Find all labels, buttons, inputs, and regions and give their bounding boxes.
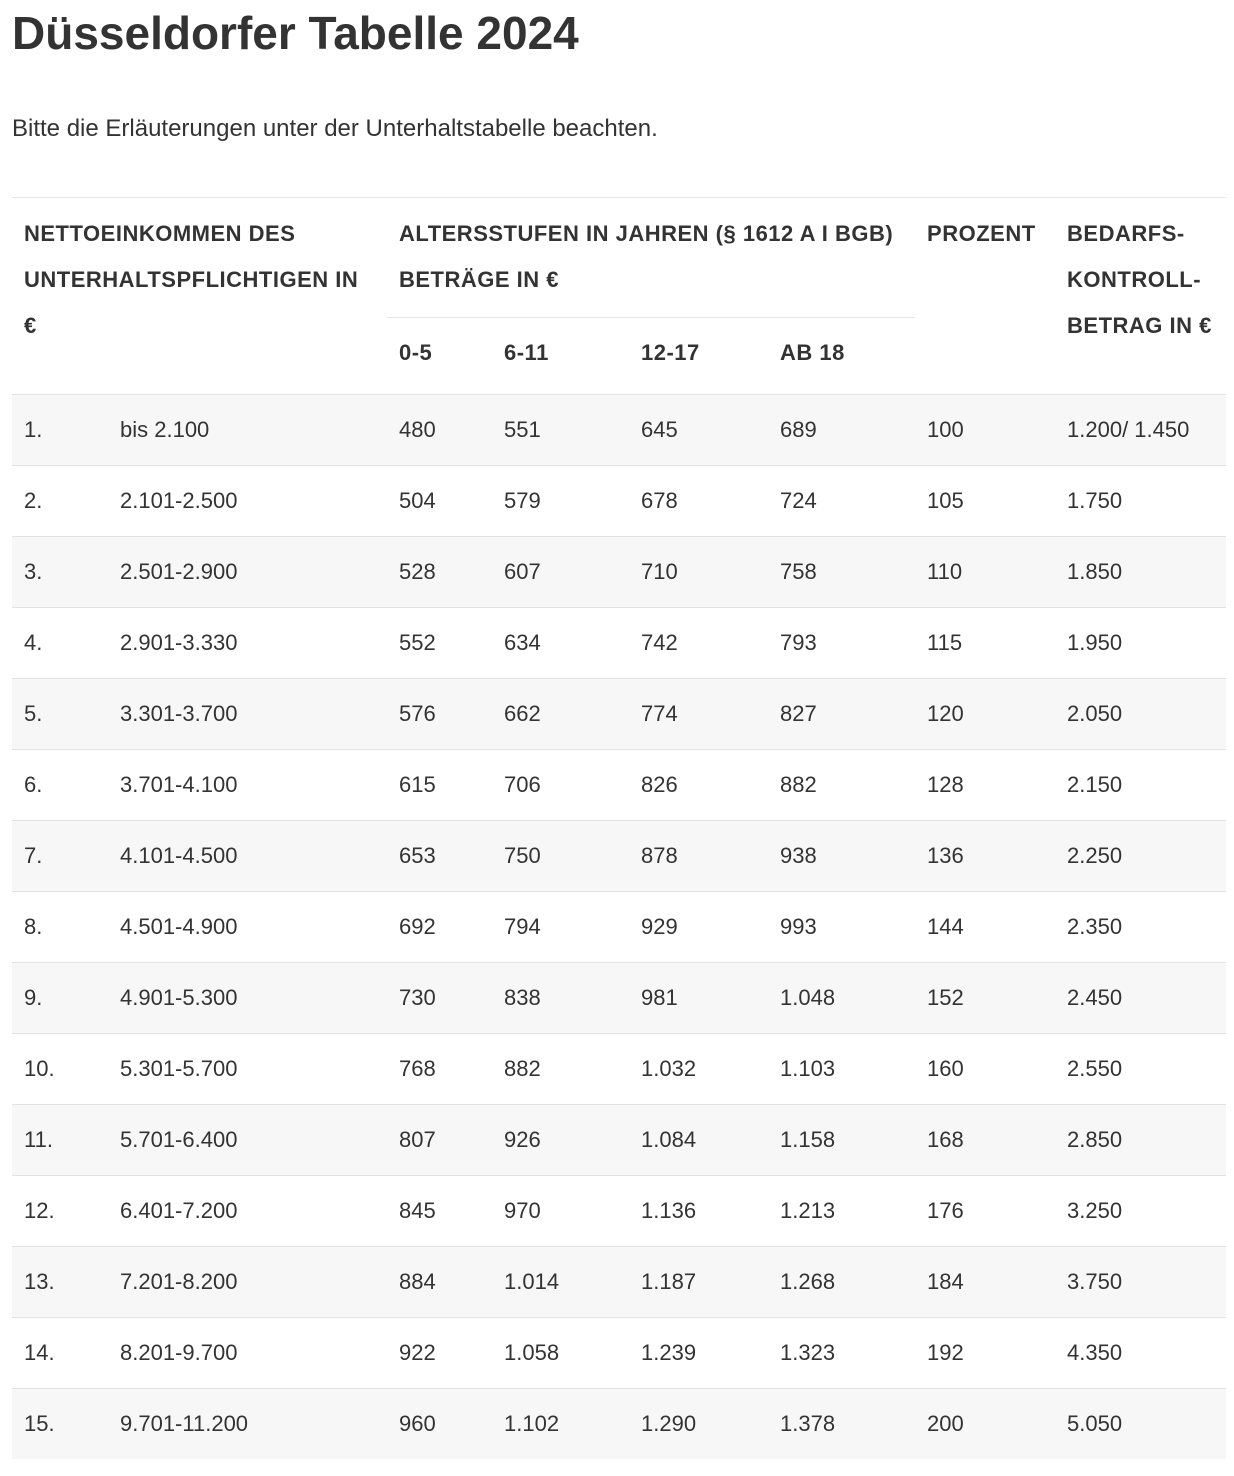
cell-amount-12-17: 1.187 xyxy=(629,1247,768,1318)
cell-income: 6.401-7.200 xyxy=(108,1176,387,1247)
cell-amount-0-5: 845 xyxy=(387,1176,492,1247)
cell-income: 8.201-9.700 xyxy=(108,1318,387,1389)
cell-amount-12-17: 1.084 xyxy=(629,1105,768,1176)
cell-income: 2.901-3.330 xyxy=(108,608,387,679)
cell-control-amount: 1.750 xyxy=(1055,466,1226,537)
cell-amount-18: 1.158 xyxy=(768,1105,915,1176)
cell-number: 11. xyxy=(12,1105,108,1176)
header-row xyxy=(12,198,1226,318)
cell-amount-12-17: 774 xyxy=(629,679,768,750)
cell-amount-0-5: 922 xyxy=(387,1318,492,1389)
cell-percent: 184 xyxy=(915,1247,1055,1318)
table-row xyxy=(12,1318,1226,1389)
table-row xyxy=(12,963,1226,1034)
cell-percent: 192 xyxy=(915,1318,1055,1389)
cell-income: bis 2.100 xyxy=(108,395,387,466)
cell-control-amount: 5.050 xyxy=(1055,1389,1226,1460)
maintenance-table xyxy=(12,197,1226,1459)
cell-amount-0-5: 730 xyxy=(387,963,492,1034)
cell-amount-0-5: 528 xyxy=(387,537,492,608)
cell-amount-12-17: 645 xyxy=(629,395,768,466)
cell-amount-18: 938 xyxy=(768,821,915,892)
table-row xyxy=(12,821,1226,892)
cell-amount-18: 827 xyxy=(768,679,915,750)
cell-amount-18: 882 xyxy=(768,750,915,821)
table-row xyxy=(12,679,1226,750)
cell-amount-6-11: 551 xyxy=(492,395,629,466)
cell-percent: 120 xyxy=(915,679,1055,750)
header-percent: PROZENT xyxy=(927,221,1036,246)
cell-percent: 176 xyxy=(915,1176,1055,1247)
cell-percent: 144 xyxy=(915,892,1055,963)
cell-number: 3. xyxy=(12,537,108,608)
cell-amount-6-11: 706 xyxy=(492,750,629,821)
cell-amount-6-11: 970 xyxy=(492,1176,629,1247)
cell-amount-12-17: 742 xyxy=(629,608,768,679)
cell-amount-0-5: 480 xyxy=(387,395,492,466)
intro-text: Bitte die Erläuterungen unter der Unterhaltstabelle beachten. xyxy=(12,115,658,142)
cell-control-amount: 1.850 xyxy=(1055,537,1226,608)
cell-number: 15. xyxy=(12,1389,108,1460)
cell-number: 5. xyxy=(12,679,108,750)
table-row xyxy=(12,892,1226,963)
page-title: Düsseldorfer Tabelle 2024 xyxy=(12,7,579,59)
cell-amount-18: 1.213 xyxy=(768,1176,915,1247)
cell-amount-12-17: 826 xyxy=(629,750,768,821)
cell-amount-6-11: 579 xyxy=(492,466,629,537)
table-header xyxy=(12,198,1226,395)
cell-income: 5.301-5.700 xyxy=(108,1034,387,1105)
cell-number: 6. xyxy=(12,750,108,821)
cell-number: 2. xyxy=(12,466,108,537)
cell-control-amount: 2.550 xyxy=(1055,1034,1226,1105)
cell-amount-18: 993 xyxy=(768,892,915,963)
table-row xyxy=(12,395,1226,466)
cell-amount-18: 1.103 xyxy=(768,1034,915,1105)
table-row xyxy=(12,608,1226,679)
cell-amount-0-5: 653 xyxy=(387,821,492,892)
cell-number: 7. xyxy=(12,821,108,892)
cell-amount-6-11: 750 xyxy=(492,821,629,892)
cell-income: 2.101-2.500 xyxy=(108,466,387,537)
cell-income: 9.701-11.200 xyxy=(108,1389,387,1460)
cell-amount-12-17: 678 xyxy=(629,466,768,537)
header-age-groups: ALTERSSTUFEN IN JAHREN (§ 1612 A I BGB) BETRÄGE IN € xyxy=(399,221,894,292)
cell-amount-6-11: 882 xyxy=(492,1034,629,1105)
cell-control-amount: 1.200/ 1.450 xyxy=(1055,395,1226,466)
header-control-amount: BEDARFS-KONTROLL-BETRAG IN € xyxy=(1067,221,1212,338)
table-row xyxy=(12,1034,1226,1105)
cell-percent: 168 xyxy=(915,1105,1055,1176)
cell-amount-6-11: 794 xyxy=(492,892,629,963)
cell-amount-6-11: 1.102 xyxy=(492,1389,629,1460)
cell-amount-0-5: 552 xyxy=(387,608,492,679)
cell-number: 14. xyxy=(12,1318,108,1389)
cell-amount-0-5: 576 xyxy=(387,679,492,750)
cell-control-amount: 3.750 xyxy=(1055,1247,1226,1318)
cell-number: 1. xyxy=(12,395,108,466)
cell-percent: 115 xyxy=(915,608,1055,679)
cell-percent: 136 xyxy=(915,821,1055,892)
cell-amount-12-17: 929 xyxy=(629,892,768,963)
cell-amount-12-17: 1.290 xyxy=(629,1389,768,1460)
cell-amount-6-11: 1.014 xyxy=(492,1247,629,1318)
cell-income: 3.701-4.100 xyxy=(108,750,387,821)
cell-number: 13. xyxy=(12,1247,108,1318)
cell-income: 4.901-5.300 xyxy=(108,963,387,1034)
cell-number: 10. xyxy=(12,1034,108,1105)
cell-control-amount: 2.350 xyxy=(1055,892,1226,963)
cell-amount-12-17: 981 xyxy=(629,963,768,1034)
cell-amount-6-11: 838 xyxy=(492,963,629,1034)
cell-amount-12-17: 1.032 xyxy=(629,1034,768,1105)
cell-amount-0-5: 768 xyxy=(387,1034,492,1105)
table-row xyxy=(12,537,1226,608)
cell-percent: 152 xyxy=(915,963,1055,1034)
header-age-18: AB 18 xyxy=(768,318,915,395)
cell-control-amount: 2.050 xyxy=(1055,679,1226,750)
cell-percent: 160 xyxy=(915,1034,1055,1105)
cell-amount-18: 1.323 xyxy=(768,1318,915,1389)
cell-amount-18: 1.378 xyxy=(768,1389,915,1460)
cell-amount-12-17: 1.136 xyxy=(629,1176,768,1247)
cell-percent: 110 xyxy=(915,537,1055,608)
cell-amount-6-11: 607 xyxy=(492,537,629,608)
header-age-12-17: 12-17 xyxy=(629,318,768,395)
cell-amount-12-17: 878 xyxy=(629,821,768,892)
table-row xyxy=(12,1389,1226,1460)
cell-income: 4.101-4.500 xyxy=(108,821,387,892)
header-income: NETTOEINKOMMEN DES UNTERHALTSPFLICHTIGEN IN € xyxy=(24,221,359,338)
table-row xyxy=(12,1176,1226,1247)
cell-amount-18: 793 xyxy=(768,608,915,679)
cell-number: 4. xyxy=(12,608,108,679)
cell-control-amount: 2.450 xyxy=(1055,963,1226,1034)
cell-amount-0-5: 615 xyxy=(387,750,492,821)
cell-control-amount: 1.950 xyxy=(1055,608,1226,679)
cell-amount-0-5: 807 xyxy=(387,1105,492,1176)
cell-amount-18: 1.268 xyxy=(768,1247,915,1318)
cell-control-amount: 2.150 xyxy=(1055,750,1226,821)
cell-amount-6-11: 634 xyxy=(492,608,629,679)
cell-income: 2.501-2.900 xyxy=(108,537,387,608)
cell-amount-18: 689 xyxy=(768,395,915,466)
cell-amount-18: 724 xyxy=(768,466,915,537)
cell-income: 4.501-4.900 xyxy=(108,892,387,963)
cell-control-amount: 2.850 xyxy=(1055,1105,1226,1176)
cell-amount-6-11: 662 xyxy=(492,679,629,750)
cell-percent: 105 xyxy=(915,466,1055,537)
cell-amount-18: 1.048 xyxy=(768,963,915,1034)
cell-number: 12. xyxy=(12,1176,108,1247)
cell-control-amount: 2.250 xyxy=(1055,821,1226,892)
header-age-0-5: 0-5 xyxy=(387,318,492,395)
cell-number: 8. xyxy=(12,892,108,963)
cell-amount-6-11: 1.058 xyxy=(492,1318,629,1389)
cell-amount-6-11: 926 xyxy=(492,1105,629,1176)
header-age-6-11: 6-11 xyxy=(492,318,629,395)
cell-amount-12-17: 1.239 xyxy=(629,1318,768,1389)
table-row xyxy=(12,1247,1226,1318)
cell-income: 5.701-6.400 xyxy=(108,1105,387,1176)
cell-number: 9. xyxy=(12,963,108,1034)
cell-control-amount: 4.350 xyxy=(1055,1318,1226,1389)
table-row xyxy=(12,466,1226,537)
cell-amount-0-5: 884 xyxy=(387,1247,492,1318)
cell-amount-18: 758 xyxy=(768,537,915,608)
cell-amount-0-5: 504 xyxy=(387,466,492,537)
cell-income: 3.301-3.700 xyxy=(108,679,387,750)
table-body xyxy=(12,395,1226,1460)
cell-percent: 100 xyxy=(915,395,1055,466)
cell-income: 7.201-8.200 xyxy=(108,1247,387,1318)
table-row xyxy=(12,750,1226,821)
cell-control-amount: 3.250 xyxy=(1055,1176,1226,1247)
cell-amount-12-17: 710 xyxy=(629,537,768,608)
table-row xyxy=(12,1105,1226,1176)
cell-amount-0-5: 692 xyxy=(387,892,492,963)
cell-percent: 128 xyxy=(915,750,1055,821)
cell-percent: 200 xyxy=(915,1389,1055,1460)
cell-amount-0-5: 960 xyxy=(387,1389,492,1460)
